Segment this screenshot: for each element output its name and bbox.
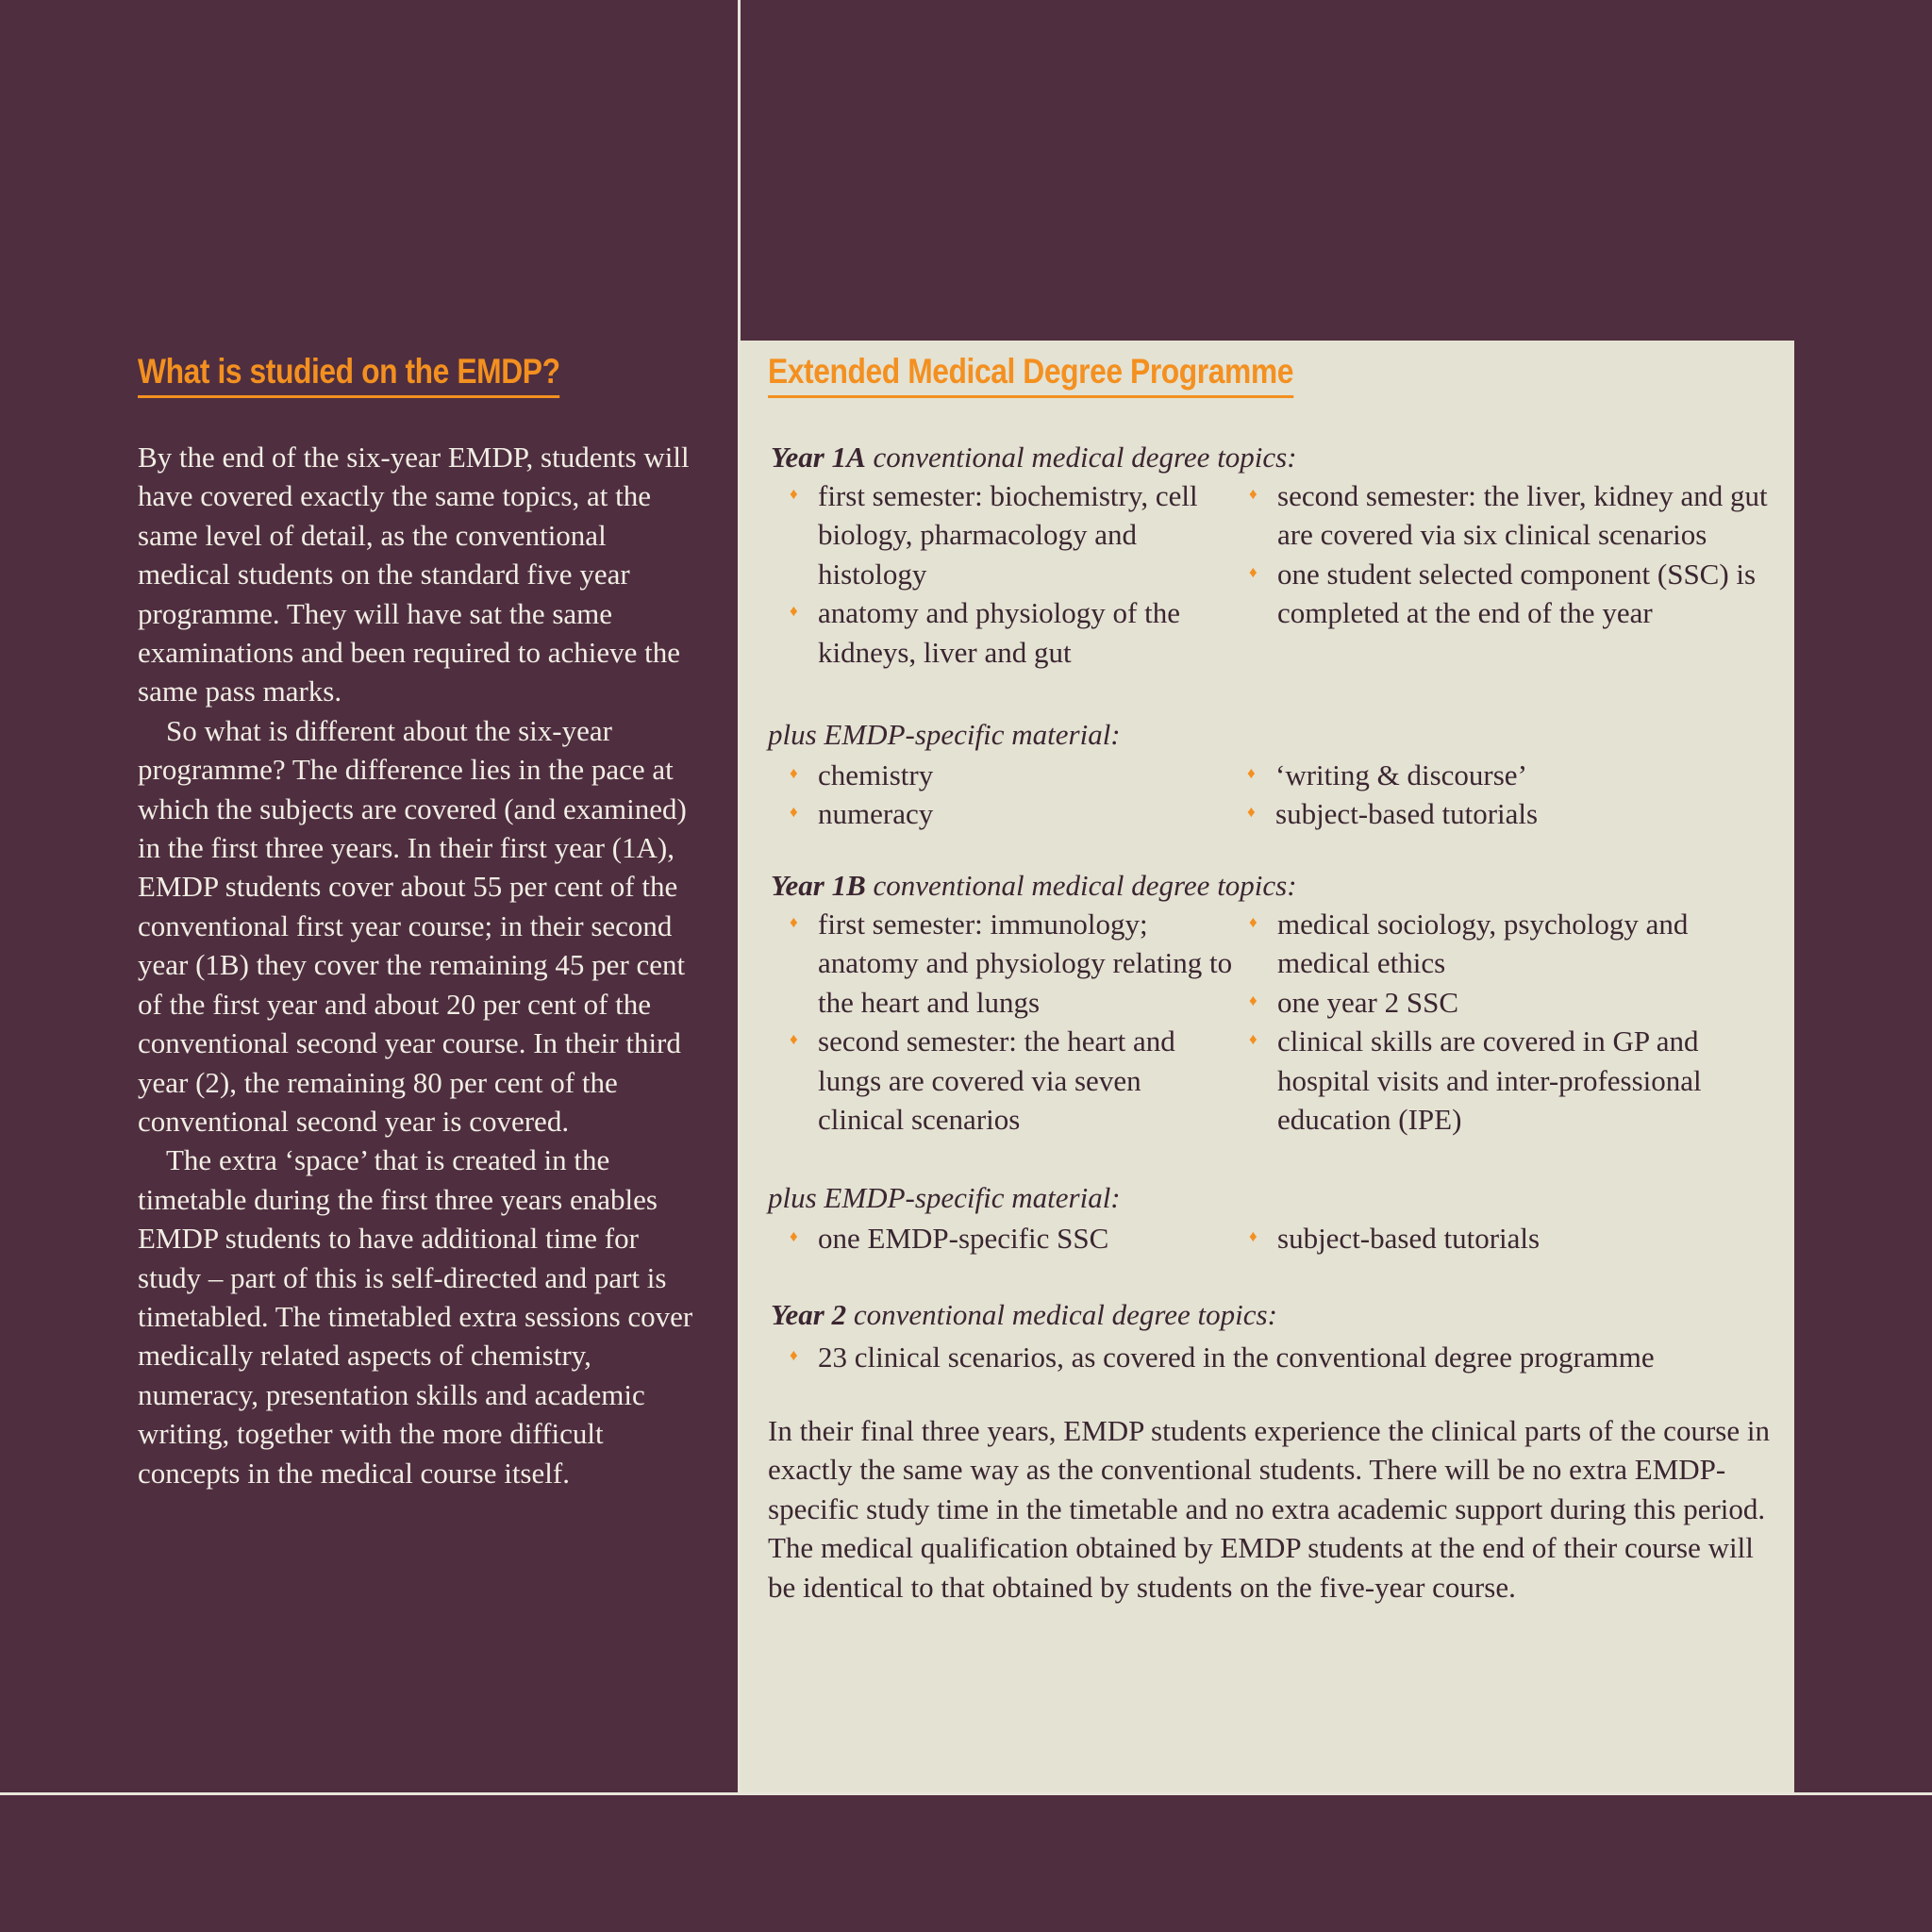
year1b-label <box>771 866 1297 905</box>
list-item: ♦ 23 clinical scenarios, as covered in the conventional degree programme <box>790 1338 1780 1376</box>
plus2-list-col2 <box>1249 1219 1772 1257</box>
plus1-label: plus EMDP-specific material: <box>768 718 1121 751</box>
plus2-list-col1 <box>790 1219 1233 1257</box>
year1a-label-rest: conventional medical degree topics: <box>865 441 1297 474</box>
plus2-label: plus EMDP-specific material: <box>768 1181 1121 1214</box>
year1a-list-col2 <box>1249 476 1772 633</box>
list-item: ♦ ‘writing & discourse’ <box>1247 756 1770 794</box>
list-item: ♦ subject-based tutorials <box>1247 794 1770 833</box>
year1a-label <box>771 438 1297 476</box>
plus1-list-col2 <box>1247 756 1770 834</box>
list-item: ♦ first semester: immunology; anatomy and physiology relating to the heart and lungs <box>790 905 1233 1022</box>
year1b-label-rest: conventional medical degree topics: <box>865 869 1297 902</box>
year1b-list-col1 <box>790 905 1233 1139</box>
list-item: ♦ one student selected component (SSC) is completed at the end of the year <box>1249 555 1772 633</box>
year2-label <box>771 1295 1277 1334</box>
list-item: ♦ second semester: the liver, kidney and gut are covered via six clinical scenarios <box>1249 476 1772 555</box>
left-paragraph-2: So what is different about the six-year programme? The difference lies in the pace at which the subjects are covered (and examined) in the first three years. In their first year (1A), EMDP students cover about 55 per cent of the conventional first year course; in their second year (1B) they cover the remaining 45 per cent of the first year and about 20 per cent of the conventional second year course. In their third year (2), the remaining 80 per cent of the conventional second year is covered. <box>138 713 687 1138</box>
year2-label-bold: Year 2 <box>771 1298 847 1331</box>
list-item: ♦ one EMDP-specific SSC <box>790 1219 1233 1257</box>
list-item: ♦ second semester: the heart and lungs are covered via seven clinical scenarios <box>790 1022 1233 1139</box>
list-item: ♦ chemistry <box>790 756 1233 794</box>
left-paragraph-1: By the end of the six-year EMDP, students will have covered exactly the same topics, at the same level of detail, as the conventional medical students on the standard five year programme. They will have sat the same examinations and been required to achieve the same pass marks. <box>138 441 690 708</box>
footer-rule <box>0 1792 1932 1795</box>
list-item: ♦ numeracy <box>790 794 1233 833</box>
list-item: ♦ medical sociology, psychology and medical ethics <box>1249 905 1772 983</box>
year1a-list-col1 <box>790 476 1233 672</box>
year1b-list-col2 <box>1249 905 1772 1139</box>
list-item: ♦ clinical skills are covered in GP and hospital visits and inter-professional education (IPE) <box>1249 1022 1772 1139</box>
list-item: ♦ first semester: biochemistry, cell biology, pharmacology and histology <box>790 476 1233 593</box>
left-body <box>138 438 694 1492</box>
right-heading: Extended Medical Degree Programme <box>768 352 1293 398</box>
year1a-label-bold: Year 1A <box>771 441 866 474</box>
left-paragraph-3: The extra ‘space’ that is created in the timetable during the first three years enables EMDP students to have additional time for study – part of this is self-directed and part is timetabled. The timetabled extra sessions cover medically related aspects of chemistry, numeracy, presentation skills and academic writing, together with the more difficult concepts in the medical course itself. <box>138 1143 693 1490</box>
closing-paragraph: In their final three years, EMDP students experience the clinical parts of the course in exactly the same way as the conventional students. There will be no extra EMDP-specific study time in the timetable and no extra academic support during this period. The medical qualification obtained by EMDP students at the end of their course will be identical to that obtained by students on the five-year course. <box>768 1414 1770 1604</box>
year2-list <box>790 1338 1780 1376</box>
list-item: ♦ one year 2 SSC <box>1249 983 1772 1022</box>
list-item: ♦ subject-based tutorials <box>1249 1219 1772 1257</box>
year2-label-rest: conventional medical degree topics: <box>846 1298 1277 1331</box>
plus1-list-col1 <box>790 756 1233 834</box>
year1b-label-bold: Year 1B <box>771 869 866 902</box>
left-heading: What is studied on the EMDP? <box>138 352 560 398</box>
list-item: ♦ anatomy and physiology of the kidneys, liver and gut <box>790 593 1233 672</box>
